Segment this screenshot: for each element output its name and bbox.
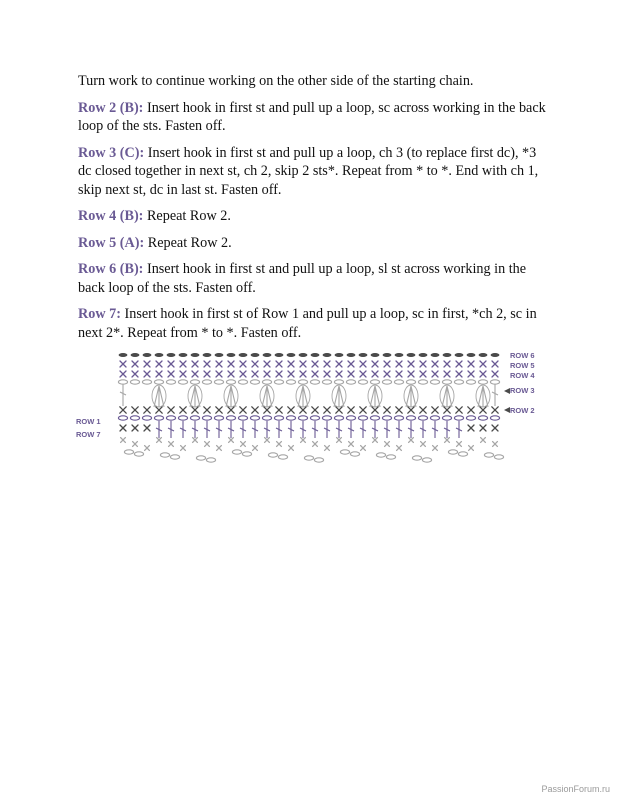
dc-cluster <box>478 386 488 407</box>
sc-stitch <box>216 361 222 367</box>
sc-stitch <box>396 407 402 413</box>
sc-stitch <box>336 371 342 377</box>
sc-stitch <box>168 361 174 367</box>
sc-stitch <box>348 361 354 367</box>
foundation-chain <box>286 416 295 420</box>
slip-stitch <box>443 353 452 357</box>
sc-stitch <box>480 371 486 377</box>
sc-stitch <box>193 438 198 443</box>
sc-stitch <box>444 371 450 377</box>
sc-stitch <box>216 371 222 377</box>
row-label-row-1: ROW 1 <box>76 417 101 426</box>
foundation-chain <box>466 416 475 420</box>
sc-stitch <box>192 407 198 413</box>
row-label: Row 3 (C): <box>78 144 145 161</box>
sc-stitch <box>300 371 306 377</box>
chain-stitch <box>262 380 271 384</box>
sc-stitch <box>384 371 390 377</box>
sc-stitch <box>180 407 186 413</box>
sc-stitch <box>252 361 258 367</box>
sc-stitch <box>204 407 210 413</box>
sc-stitch <box>432 371 438 377</box>
chain-stitch <box>370 380 379 384</box>
sc-stitch <box>264 371 270 377</box>
sc-stitch <box>349 442 354 447</box>
sc-stitch <box>372 371 378 377</box>
sc-stitch <box>181 446 186 451</box>
sc-stitch <box>468 425 474 431</box>
chain-stitch <box>346 380 355 384</box>
chain-stitch <box>358 380 367 384</box>
foundation-chain <box>166 416 175 420</box>
chain-stitch <box>134 452 143 456</box>
slip-stitch <box>347 353 356 357</box>
chain-stitch <box>478 380 487 384</box>
sc-stitch <box>397 446 402 451</box>
slip-stitch <box>467 353 476 357</box>
slip-stitch <box>335 353 344 357</box>
slip-stitch <box>239 353 248 357</box>
sc-stitch <box>396 371 402 377</box>
sc-stitch <box>120 425 126 431</box>
sc-stitch <box>480 407 486 413</box>
chain-stitch <box>278 455 287 459</box>
dc-cluster <box>190 386 200 407</box>
sc-stitch <box>325 446 330 451</box>
slip-stitch <box>371 353 380 357</box>
sc-stitch <box>120 371 126 377</box>
chain-stitch <box>196 456 205 460</box>
chain-stitch <box>250 380 259 384</box>
sc-stitch <box>301 438 306 443</box>
sc-stitch <box>456 361 462 367</box>
dc-cluster <box>334 386 344 407</box>
chain-stitch <box>166 380 175 384</box>
sc-stitch <box>372 361 378 367</box>
sc-stitch <box>469 446 474 451</box>
sc-stitch <box>144 361 150 367</box>
foundation-chain <box>478 416 487 420</box>
sc-stitch <box>168 371 174 377</box>
row-label-row-5: ROW 5 <box>510 361 535 370</box>
row-text: Insert hook in first st and pull up a loop, sl st across working in the back loop of the sts. Fasten off. <box>78 261 527 296</box>
sc-stitch <box>157 438 162 443</box>
chain-stitch <box>274 380 283 384</box>
dc-cluster <box>370 386 380 407</box>
foundation-chain <box>490 416 499 420</box>
sc-stitch <box>145 446 150 451</box>
sc-stitch <box>432 407 438 413</box>
row-text: Repeat Row 2. <box>143 208 231 224</box>
slip-stitch <box>251 353 260 357</box>
sc-stitch <box>420 361 426 367</box>
chain-stitch <box>322 380 331 384</box>
chain-stitch <box>304 456 313 460</box>
paragraph-row-6 <box>78 260 548 297</box>
sc-stitch <box>204 361 210 367</box>
foundation-chain <box>238 416 247 420</box>
sc-stitch <box>360 407 366 413</box>
sc-stitch <box>360 361 366 367</box>
sc-stitch <box>253 446 258 451</box>
row-label: Row 6 (B): <box>78 261 144 277</box>
sc-stitch <box>144 371 150 377</box>
slip-stitch <box>119 353 128 357</box>
chain-stitch <box>382 380 391 384</box>
sc-stitch <box>384 407 390 413</box>
paragraph-row-3 <box>78 144 548 200</box>
foundation-chain <box>442 416 451 420</box>
sc-stitch <box>456 371 462 377</box>
chain-stitch <box>154 380 163 384</box>
dc-cluster <box>226 386 236 407</box>
sc-stitch <box>277 442 282 447</box>
sc-stitch <box>433 446 438 451</box>
chain-stitch <box>298 380 307 384</box>
foundation-chain <box>334 416 343 420</box>
row-text: Insert hook in first st and pull up a loop, sc across working in the back loop of the sts. Fasten off. <box>78 99 546 134</box>
paragraph-row-5 <box>78 234 548 253</box>
sc-stitch <box>313 442 318 447</box>
chain-stitch <box>178 380 187 384</box>
sc-stitch <box>276 361 282 367</box>
dc-cluster <box>442 386 452 407</box>
chain-stitch <box>448 450 457 454</box>
sc-stitch <box>372 407 378 413</box>
sc-stitch <box>180 371 186 377</box>
row-label-row-4: ROW 4 <box>510 371 535 380</box>
sc-stitch <box>156 371 162 377</box>
chain-stitch <box>376 453 385 457</box>
sc-stitch <box>408 407 414 413</box>
sc-stitch <box>132 371 138 377</box>
foundation-chain <box>226 416 235 420</box>
sc-stitch <box>144 425 150 431</box>
row-label-row-3: ROW 3 <box>510 386 535 395</box>
chain-stitch <box>340 450 349 454</box>
sc-stitch <box>348 371 354 377</box>
sc-stitch <box>324 407 330 413</box>
chain-stitch <box>190 380 199 384</box>
foundation-chain <box>274 416 283 420</box>
sc-stitch <box>456 407 462 413</box>
slip-stitch <box>227 353 236 357</box>
sc-stitch <box>336 361 342 367</box>
sc-stitch <box>265 438 270 443</box>
chain-stitch <box>226 380 235 384</box>
paragraph-intro <box>78 72 548 91</box>
sc-stitch <box>492 371 498 377</box>
sc-stitch <box>493 442 498 447</box>
foundation-chain <box>214 416 223 420</box>
row-label: Row 4 (B): <box>78 208 144 224</box>
sc-stitch <box>252 407 258 413</box>
sc-stitch <box>132 407 138 413</box>
row-label-row-6: ROW 6 <box>510 351 535 360</box>
foundation-chain <box>202 416 211 420</box>
sc-stitch <box>312 371 318 377</box>
sc-stitch <box>121 438 126 443</box>
foundation-chain <box>250 416 259 420</box>
row-text: Insert hook in first st of Row 1 and pull up a loop, sc in first, *ch 2, sc in next 2*. Repeat from * to *. Fasten off. <box>78 306 537 341</box>
sc-stitch <box>276 407 282 413</box>
slip-stitch <box>383 353 392 357</box>
sc-stitch <box>312 407 318 413</box>
sc-stitch <box>240 407 246 413</box>
foundation-chain <box>118 416 127 420</box>
sc-stitch <box>312 361 318 367</box>
chain-stitch <box>202 380 211 384</box>
row-text: Repeat Row 2. <box>144 234 232 251</box>
chain-stitch <box>494 455 503 459</box>
chain-stitch <box>124 450 133 454</box>
sc-stitch <box>120 407 126 413</box>
sc-stitch <box>120 361 126 367</box>
sc-stitch <box>348 407 354 413</box>
foundation-chain <box>370 416 379 420</box>
sc-stitch <box>324 361 330 367</box>
sc-stitch <box>228 407 234 413</box>
chain-stitch <box>232 450 241 454</box>
chain-stitch <box>334 380 343 384</box>
chain-stitch <box>442 380 451 384</box>
sc-stitch <box>457 442 462 447</box>
sc-stitch <box>445 438 450 443</box>
sc-stitch <box>156 407 162 413</box>
row-label-row-2: ROW 2 <box>510 406 535 415</box>
slip-stitch <box>299 353 308 357</box>
chain-stitch <box>422 458 431 462</box>
sc-stitch <box>492 361 498 367</box>
sc-stitch <box>288 407 294 413</box>
sc-stitch <box>336 407 342 413</box>
watermark: PassionForum.ru <box>541 784 610 794</box>
sc-stitch <box>408 371 414 377</box>
chain-stitch <box>394 380 403 384</box>
foundation-chain <box>322 416 331 420</box>
row-label-row-7: ROW 7 <box>76 430 101 439</box>
sc-stitch <box>241 442 246 447</box>
chain-stitch <box>350 452 359 456</box>
chain-stitch <box>466 380 475 384</box>
sc-stitch <box>480 361 486 367</box>
sc-stitch <box>492 425 498 431</box>
slip-stitch <box>155 353 164 357</box>
sc-stitch <box>384 361 390 367</box>
chain-stitch <box>214 380 223 384</box>
dc-cluster <box>298 386 308 407</box>
sc-stitch <box>480 425 486 431</box>
sc-stitch <box>252 371 258 377</box>
sc-stitch <box>361 446 366 451</box>
row-text: Insert hook in first st and pull up a loop, ch 3 (to replace first dc), *3 dc closed together in next st, ch 2, skip 2 sts*. Repeat from * to *. End with ch 1, skip next st, dc in last st. Fasten off. <box>78 144 539 198</box>
slip-stitch <box>311 353 320 357</box>
sc-stitch <box>481 438 486 443</box>
foundation-chain <box>190 416 199 420</box>
chain-stitch <box>406 380 415 384</box>
foundation-chain <box>262 416 271 420</box>
sc-stitch <box>264 407 270 413</box>
sc-stitch <box>289 446 294 451</box>
slip-stitch <box>179 353 188 357</box>
chain-stitch <box>130 380 139 384</box>
sc-stitch <box>420 407 426 413</box>
sc-stitch <box>217 446 222 451</box>
chain-stitch <box>206 458 215 462</box>
crochet-chart-diagram <box>76 348 546 468</box>
sc-stitch <box>240 371 246 377</box>
slip-stitch <box>131 353 140 357</box>
dc-cluster <box>154 386 164 407</box>
sc-stitch <box>408 361 414 367</box>
sc-stitch <box>396 361 402 367</box>
sc-stitch <box>288 371 294 377</box>
slip-stitch <box>407 353 416 357</box>
chain-stitch <box>314 458 323 462</box>
chain-stitch <box>412 456 421 460</box>
foundation-chain <box>310 416 319 420</box>
sc-stitch <box>300 361 306 367</box>
slip-stitch <box>479 353 488 357</box>
slip-stitch <box>431 353 440 357</box>
sc-stitch <box>373 438 378 443</box>
sc-stitch <box>468 371 474 377</box>
chain-stitch <box>118 380 127 384</box>
sc-stitch <box>492 407 498 413</box>
sc-stitch <box>180 361 186 367</box>
foundation-chain <box>154 416 163 420</box>
sc-stitch <box>169 442 174 447</box>
row-label: Row 7: <box>78 306 121 322</box>
slip-stitch <box>143 353 152 357</box>
row-label: Row 5 (A): <box>78 234 145 251</box>
sc-stitch <box>229 438 234 443</box>
chain-stitch <box>418 380 427 384</box>
sc-stitch <box>264 361 270 367</box>
instructions <box>78 72 548 350</box>
foundation-chain <box>130 416 139 420</box>
sc-stitch <box>420 371 426 377</box>
foundation-chain <box>418 416 427 420</box>
sc-stitch <box>468 361 474 367</box>
row-text: Turn work to continue working on the other side of the starting chain. <box>78 73 474 89</box>
row-label: Row 2 (B): <box>78 99 144 116</box>
chain-stitch <box>430 380 439 384</box>
slip-stitch <box>491 353 500 357</box>
foundation-chain <box>358 416 367 420</box>
slip-stitch <box>167 353 176 357</box>
slip-stitch <box>287 353 296 357</box>
chain-stitch <box>242 452 251 456</box>
sc-stitch <box>168 407 174 413</box>
sc-stitch <box>156 361 162 367</box>
chain-stitch <box>386 455 395 459</box>
sc-stitch <box>288 361 294 367</box>
chain-stitch <box>268 453 277 457</box>
slip-stitch <box>419 353 428 357</box>
chain-stitch <box>160 453 169 457</box>
chain-stitch <box>170 455 179 459</box>
foundation-chain <box>430 416 439 420</box>
chain-stitch <box>286 380 295 384</box>
foundation-chain <box>394 416 403 420</box>
paragraph-row-2 <box>78 99 548 136</box>
slip-stitch <box>215 353 224 357</box>
sc-stitch <box>144 407 150 413</box>
sc-stitch <box>216 407 222 413</box>
sc-stitch <box>300 407 306 413</box>
sc-stitch <box>337 438 342 443</box>
chain-stitch <box>458 452 467 456</box>
sc-stitch <box>468 407 474 413</box>
paragraph-row-7 <box>78 305 548 342</box>
sc-stitch <box>192 371 198 377</box>
paragraph-row-4 <box>78 207 548 226</box>
sc-stitch <box>132 361 138 367</box>
foundation-chain <box>142 416 151 420</box>
slip-stitch <box>263 353 272 357</box>
foundation-chain <box>406 416 415 420</box>
foundation-chain <box>346 416 355 420</box>
sc-stitch <box>444 361 450 367</box>
sc-stitch <box>444 407 450 413</box>
sc-stitch <box>360 371 366 377</box>
foundation-chain <box>454 416 463 420</box>
sc-stitch <box>204 371 210 377</box>
chain-stitch <box>484 453 493 457</box>
sc-stitch <box>228 361 234 367</box>
foundation-chain <box>382 416 391 420</box>
sc-stitch <box>192 361 198 367</box>
slip-stitch <box>323 353 332 357</box>
dc-cluster <box>406 386 416 407</box>
sc-stitch <box>133 442 138 447</box>
sc-stitch <box>385 442 390 447</box>
chain-stitch <box>490 380 499 384</box>
sc-stitch <box>205 442 210 447</box>
slip-stitch <box>191 353 200 357</box>
foundation-chain <box>298 416 307 420</box>
sc-stitch <box>421 442 426 447</box>
foundation-chain <box>178 416 187 420</box>
sc-stitch <box>432 361 438 367</box>
sc-stitch <box>276 371 282 377</box>
sc-stitch <box>409 438 414 443</box>
slip-stitch <box>203 353 212 357</box>
slip-stitch <box>455 353 464 357</box>
sc-stitch <box>132 425 138 431</box>
slip-stitch <box>359 353 368 357</box>
slip-stitch <box>275 353 284 357</box>
sc-stitch <box>228 371 234 377</box>
sc-stitch <box>324 371 330 377</box>
chain-stitch <box>454 380 463 384</box>
chain-stitch <box>238 380 247 384</box>
chain-stitch <box>142 380 151 384</box>
chain-stitch <box>310 380 319 384</box>
slip-stitch <box>395 353 404 357</box>
sc-stitch <box>240 361 246 367</box>
dc-cluster <box>262 386 272 407</box>
